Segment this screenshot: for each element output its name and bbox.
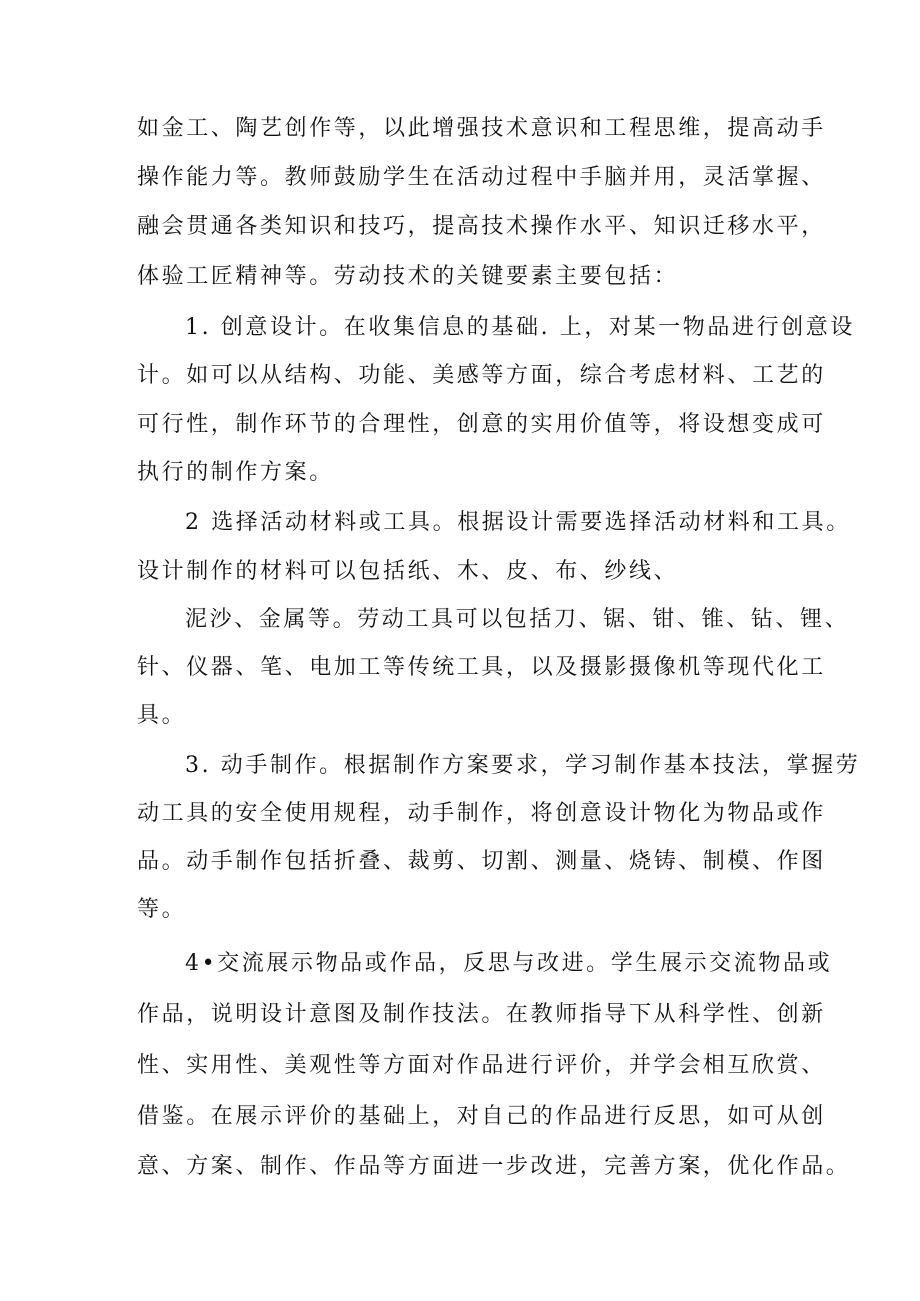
text-line: 具。 xyxy=(137,703,187,728)
text-line: 1. 创意设计。在收集信息的基础. 上，对某一物品进行创意设 xyxy=(185,315,855,340)
text-line: 操作能力等。教师鼓励学生在活动过程中手脑并用，灵活掌握、 xyxy=(137,165,826,190)
text-line: 融会贯通各类知识和技巧，提高技术操作水平、知识迁移水平， xyxy=(137,214,826,239)
text-line: 作品，说明设计意图及制作技法。在教师指导下从科学性、创新 xyxy=(137,1002,826,1027)
text-line: 针、仪器、笔、电加工等传统工具，以及摄影摄像机等现代化工 xyxy=(137,655,826,680)
text-line: 意、方案、制作、作品等方面进一步改进，完善方案，优化作品。 xyxy=(137,1154,851,1179)
text-line: 4•交流展示物品或作品，反思与改进。学生展示交流物品或 xyxy=(185,951,833,976)
text-line: 动工具的安全使用规程，动手制作，将创意设计物化为物品或作 xyxy=(137,801,826,826)
text-line: 设计制作的材料可以包括纸、木、皮、布、纱线、 xyxy=(137,559,679,584)
text-line: 可行性，制作环节的合理性，创意的实用价值等，将设想变成可 xyxy=(137,412,826,437)
text-line: 如金工、陶艺创作等，以此增强技术意识和工程思维，提高动手 xyxy=(137,116,826,141)
text-line: 性、实用性、美观性等方面对作品进行评价，并学会相互欣赏、 xyxy=(137,1053,826,1078)
text-line: 等。 xyxy=(137,897,187,922)
text-line: 3. 动手制作。根据制作方案要求，学习制作基本技法，掌握劳 xyxy=(185,753,861,778)
text-line: 2 选择活动材料或工具。根据设计需要选择活动材料和工具。 xyxy=(185,510,851,535)
text-line: 借鉴。在展示评价的基础上，对自己的作品进行反思，如可从创 xyxy=(137,1104,826,1129)
text-line: 执行的制作方案。 xyxy=(137,460,334,485)
text-line: 泥沙、金属等。劳动工具可以包括刀、锯、钳、锥、钻、锂、 xyxy=(185,607,850,632)
text-line: 品。动手制作包括折叠、裁剪、切割、测量、烧铸、制模、作图 xyxy=(137,849,826,874)
text-line: 计。如可以从结构、功能、美感等方面，综合考虑材料、工艺的 xyxy=(137,363,826,388)
text-line: 体验工匠精神等。劳动技术的关键要素主要包括： xyxy=(137,264,679,289)
